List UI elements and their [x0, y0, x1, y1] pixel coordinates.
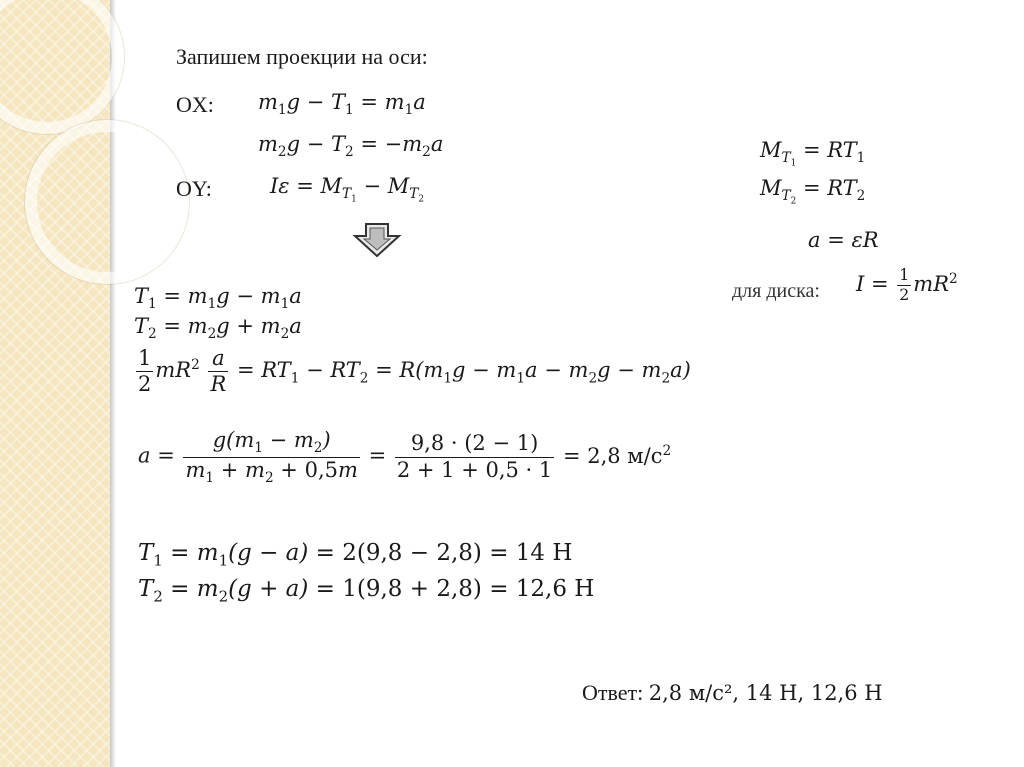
tension-result-1: $T_1 = m_1(g - a) = 2(9,8 - 2,8) = 14$ Н: [138, 540, 573, 570]
answer-value: 2,8 м/с², 14 Н, 12,6 Н: [648, 681, 883, 705]
moment-equation: $\frac{1}{2}$ $mR^2$ $\frac{a}{R}$ = $RT_1 - RT_2 = R(m_1g - m_1a - m_2g - m_2a)$: [138, 346, 691, 397]
acceleration-result: a = $\frac{g(m_1 - m_2)}{m_1 + m_2 + 0,5m}$ = $\frac{9,8 \cdot (2 - 1)}{2 + 1 + 0,5 \cdot 1}$ = 2,8 $м/с^2$: [138, 428, 672, 486]
answer-line: [582, 680, 883, 706]
equation-oy: $I\varepsilon = M_{T_1} - M_{T_2}$: [270, 174, 424, 205]
tension-equation-2: $T_2 = m_2g + m_2a$: [134, 314, 302, 343]
tension-result-2: $T_2 = m_2(g + a) = 1(9,8 + 2,8) = 12,6$ Н: [138, 576, 595, 606]
disk-label: для диска:: [732, 280, 820, 302]
acceleration-relation: a = εR: [808, 228, 879, 252]
torque-equation-2: $M_{T_2} = RT_2$: [760, 176, 866, 207]
torque-equation-1: $M_{T_1} = RT_1$: [760, 138, 866, 169]
oy-axis-label: OY:: [176, 176, 212, 201]
equation-ox-2: $m_2g - T_2 = -m_2a$: [258, 132, 444, 161]
decorative-ring-bottom: [25, 120, 189, 284]
answer-label: Ответ:: [582, 680, 644, 705]
sidebar-shadow: [110, 0, 116, 767]
down-arrow-icon: [352, 222, 402, 258]
equation-ox-1: $m_1g - T_1 = m_1a$: [258, 90, 426, 119]
ox-axis-label: OX:: [176, 92, 214, 117]
slide-heading: Запишем проекции на оси:: [176, 44, 428, 69]
tension-equation-1: $T_1 = m_1g - m_1a$: [134, 284, 302, 313]
disk-inertia-formula: I = $\frac{1}{2}$ $mR^2$: [856, 265, 958, 304]
